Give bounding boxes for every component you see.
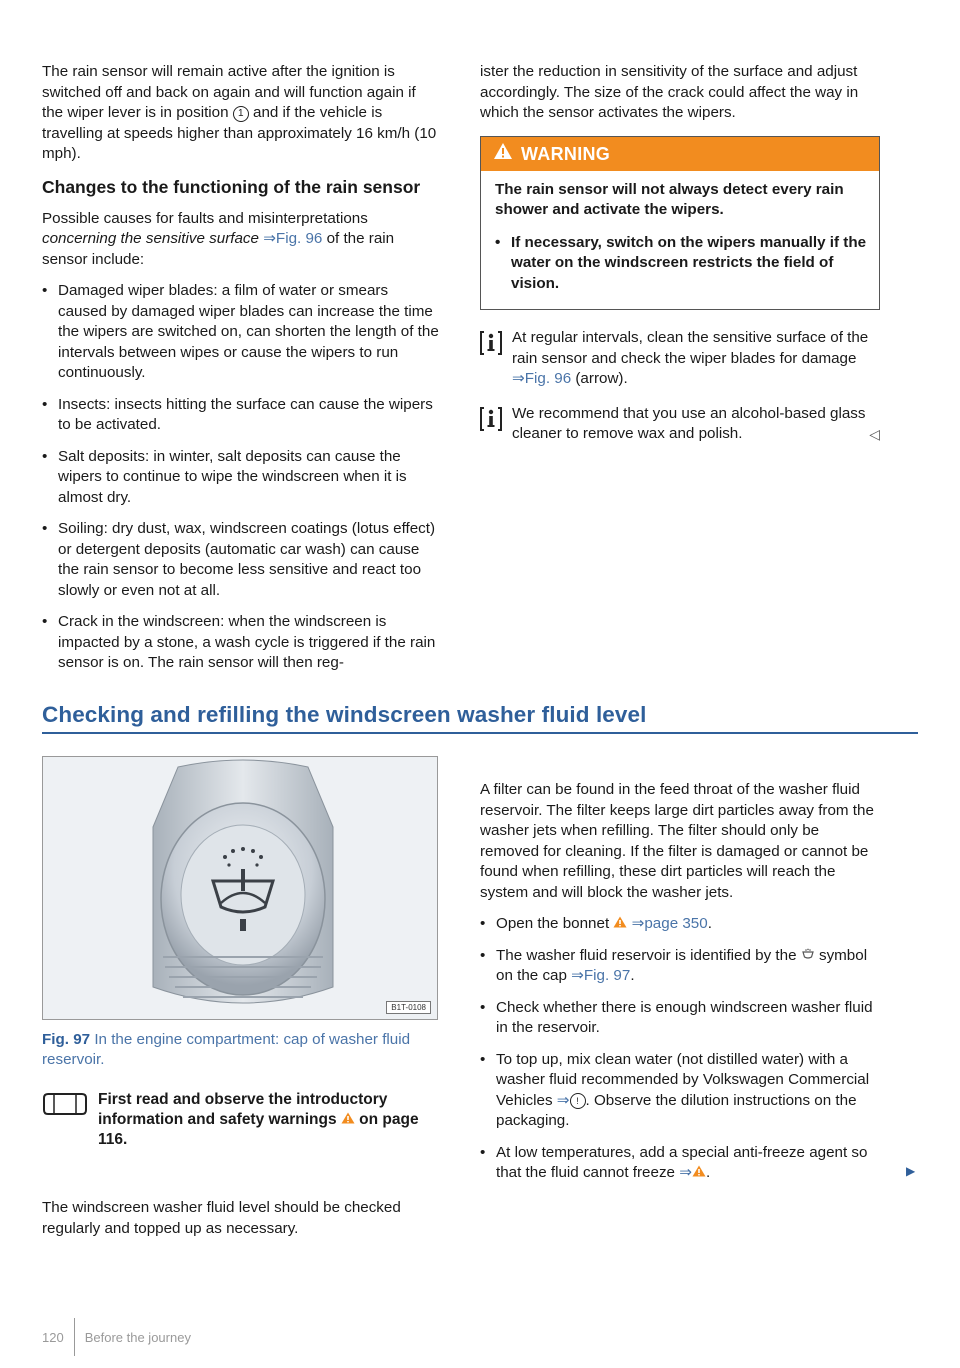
fig-96-link[interactable]: ⇒Fig. 96: [512, 370, 572, 387]
book-icon: [42, 1092, 88, 1122]
list-item: • Insects: insects hitting the surface can cause the wipers to be activated.: [42, 395, 440, 436]
warning-triangle-icon: [341, 1111, 355, 1128]
warning-body: The rain sensor will not always detect every rain shower and activate the wipers. • If necessary, switch on the wipers manually if the water on the windscreen restricts the field of vision.: [481, 171, 879, 310]
continued-arrow-icon: ▶: [906, 1164, 916, 1178]
subheading: Changes to the functioning of the rain sensor: [42, 176, 421, 197]
figure-code: B1T-0108: [386, 1001, 431, 1014]
info-icon: [480, 406, 502, 439]
caution-circle-icon: !: [570, 1093, 586, 1109]
note-link[interactable]: ⇒: [556, 1091, 570, 1109]
section-title: Checking and refilling the windscreen washer fluid level: [42, 702, 918, 734]
figure-washer-cap: [42, 756, 438, 1020]
info-icon: [480, 330, 502, 363]
page-number: 120: [42, 1329, 64, 1345]
warning-header: [481, 137, 879, 171]
warning-title: WARNING: [521, 143, 611, 164]
list-item: • Soiling: dry dust, wax, windscreen coatings (lotus effect) or detergent deposits (automatic car wash) can cause the rain sensor to become less sensitive and react too slowly or even not at all.: [42, 519, 440, 601]
list-item: • The washer fluid reservoir is identified by the symbol on the cap ⇒Fig. 97.: [480, 946, 878, 987]
list-item: • Crack in the windscreen: when the windscreen is impacted by a stone, a wash cycle is triggered if the rain sensor is on. The rain sensor will then reg-: [42, 612, 440, 674]
list-item: • Salt deposits: in winter, salt deposits can cause the wipers to continue to wipe the windscreen when it is almost dry.: [42, 447, 440, 509]
warning-triangle-icon: [692, 1164, 706, 1181]
paragraph: The rain sensor will remain active after the ignition is switched off and back on again and will function again if the wiper lever is in position 1 and if the vehicle is travelling at speeds higher than approximately 16 km/h (10 mph).: [42, 63, 437, 162]
warning-triangle-icon: [493, 137, 513, 171]
page-350-link[interactable]: ⇒page 350: [631, 915, 708, 932]
list-item: • Check whether there is enough windscreen washer fluid in the reservoir.: [480, 998, 878, 1039]
footer-divider: [74, 1318, 75, 1356]
warning-bullet: • If necessary, switch on the wipers manually if the water on the windscreen restricts the field of vision.: [495, 233, 867, 295]
paragraph: A filter can be found in the feed throat of the washer fluid reservoir. The filter keeps large dirt particles away from the washer jets when refilling. The filter should only be removed for cleaning. If the filter is damaged or cannot be found when refilling, these dirt particles will reach the system and will block the washer jets.: [480, 781, 874, 901]
warning-box: [480, 136, 880, 311]
paragraph: ister the reduction in sensitivity of the surface and adjust accordingly. The size of the crack could affect the way in which the sensor activates the wipers.: [480, 63, 859, 121]
warning-link[interactable]: ⇒: [679, 1164, 692, 1181]
position-1-marker: 1: [233, 106, 249, 122]
fig-97-link[interactable]: ⇒Fig. 97: [571, 967, 631, 984]
info-note: We recommend that you use an alcohol-based glass cleaner to remove wax and polish. ◁: [480, 404, 880, 445]
list-item: • At low temperatures, add a special anti-freeze agent so that the fluid cannot freeze ⇒ .: [480, 1143, 878, 1184]
info-note: At regular intervals, clean the sensitive surface of the rain sensor and check the wiper blades for damage ⇒Fig. 96 (arrow).: [480, 328, 880, 390]
intro-notice: First read and observe the introductory information and safety warnings on page 116.: [42, 1090, 442, 1150]
paragraph: The windscreen washer fluid level should be checked regularly and topped up as necessary.: [42, 1199, 401, 1237]
figure-caption: Fig. 97 In the engine compartment: cap of washer fluid reservoir.: [42, 1031, 411, 1068]
washer-cap-illustration: [43, 757, 437, 1019]
right-column-lower: [480, 780, 878, 1195]
list-item: • To top up, mix clean water (not distilled water) with a washer fluid recommended by Volkswagen Commercial Vehicles ⇒ ! . Observe the dilution instructions on the packaging.: [480, 1050, 878, 1132]
page-footer: [42, 1318, 191, 1356]
washer-symbol-icon: [801, 947, 815, 964]
list-item: • Open the bonnet ⇒page 350.: [480, 914, 878, 935]
warning-triangle-icon: [613, 915, 627, 932]
fig-96-link[interactable]: ⇒Fig. 96: [263, 230, 323, 247]
right-column: [480, 62, 880, 459]
end-of-section-mark: ◁: [869, 426, 880, 442]
footer-section: Before the journey: [84, 1329, 191, 1345]
left-column: [42, 62, 440, 685]
list-item: • Damaged wiper blades: a film of water or smears caused by damaged wiper blades can increase the time the wipers are switched on, can shorten the length of the intervals between wipes or cause the wipers to run continuously.: [42, 281, 440, 384]
paragraph: Possible causes for faults and misinterpretations concerning the sensitive surface ⇒Fig. 96 of the rain sensor include:: [42, 209, 395, 268]
